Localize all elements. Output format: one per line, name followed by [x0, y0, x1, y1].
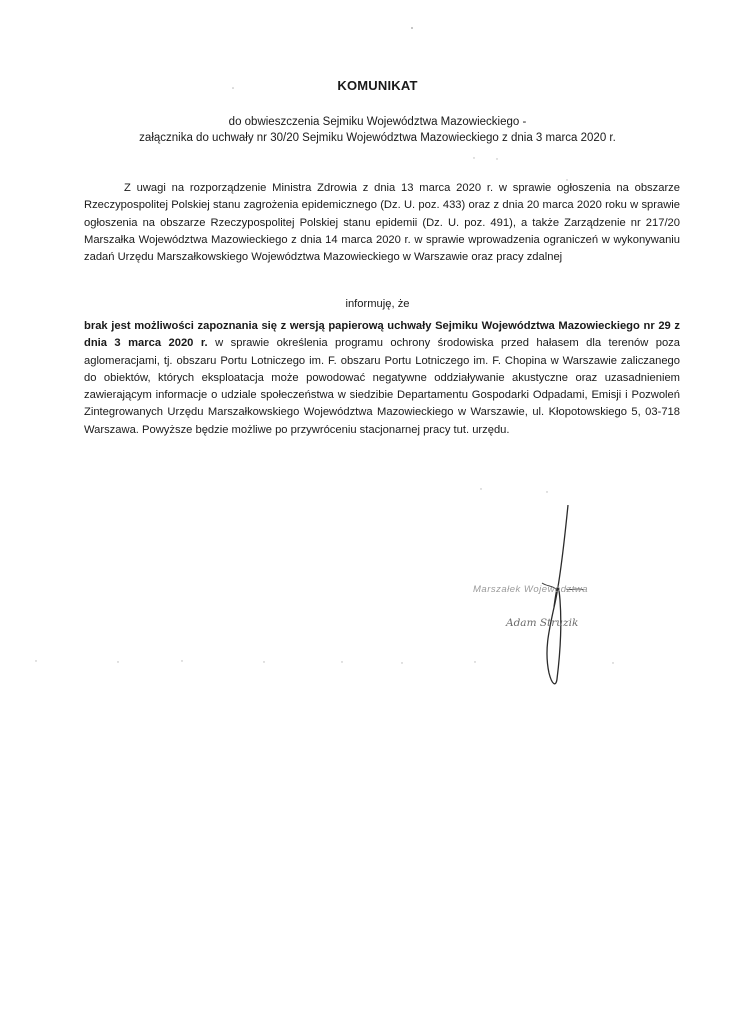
main-paragraph-bold: brak jest możliwości zapoznania się z wersją papierową uchwały Sejmiku Województwa Mazowieckiego nr 29 z dnia 3 marca 2020 r. [84, 320, 680, 350]
main-paragraph [84, 318, 680, 439]
main-paragraph-rest: w sprawie określenia programu ochrony środowiska przed hałasem dla terenów poza aglomeracjami, tj. obszaru Portu Lotniczego im. F. obszaru Portu Lotniczego im. F. Chopina w Warszawie zaliczanego do obiektów, których eksploatacja może powodować negatywne oddziaływanie akustyczne oraz uzasadnieniem zawierającym informacje o udziale społeczeństwa w siedzibie Departamentu Gospodarki Odpadami, Emisji i Pozwoleń Zintegrowanych Urzędu Marszałkowskiego Województwa Mazowieckiego w Warszawie, ul. Kłopotowskiego 5, 03-718 Warszawa. Powyższe będzie możliwe po przywróceniu stacjonarnej pracy tut. urzędu. [84, 337, 680, 436]
signature-block [456, 505, 656, 705]
document-subtitle-line1: do obwieszczenia Sejmiku Województwa Mazowieckiego - [228, 116, 527, 128]
signature-stamp: Marszałek Województwa [473, 584, 589, 595]
informuje-line: informuję, że [345, 298, 410, 310]
signatory-name: Adam Struzik [506, 617, 579, 629]
intro-paragraph: Z uwagi na rozporządzenie Ministra Zdrowia z dnia 13 marca 2020 r. w sprawie ogłoszenia na obszarze Rzeczypospolitej Polskiej stanu zagrożenia epidemicznego (Dz. U. poz. 433) oraz z dnia 20 marca 2020 roku w sprawie ogłoszenia na obszarze Rzeczypospolitej Polskiej stanu epidemii (Dz. U. poz. 491), a także Zarządzenie nr 217/20 Marszałka Województwa Mazowieckiego z dnia 14 marca 2020 r. w sprawie wprowadzenia ograniczeń w wykonywaniu zadań Urzędu Marszałkowskiego Województwa Mazowieckiego w Warszawie oraz pracy zdalnej [84, 182, 680, 264]
handwritten-signature [456, 505, 656, 705]
document-subtitle-line2: załącznika do uchwały nr 30/20 Sejmiku Województwa Mazowieckiego z dnia 3 marca 2020 r. [139, 132, 616, 144]
document-title: KOMUNIKAT [337, 78, 418, 93]
